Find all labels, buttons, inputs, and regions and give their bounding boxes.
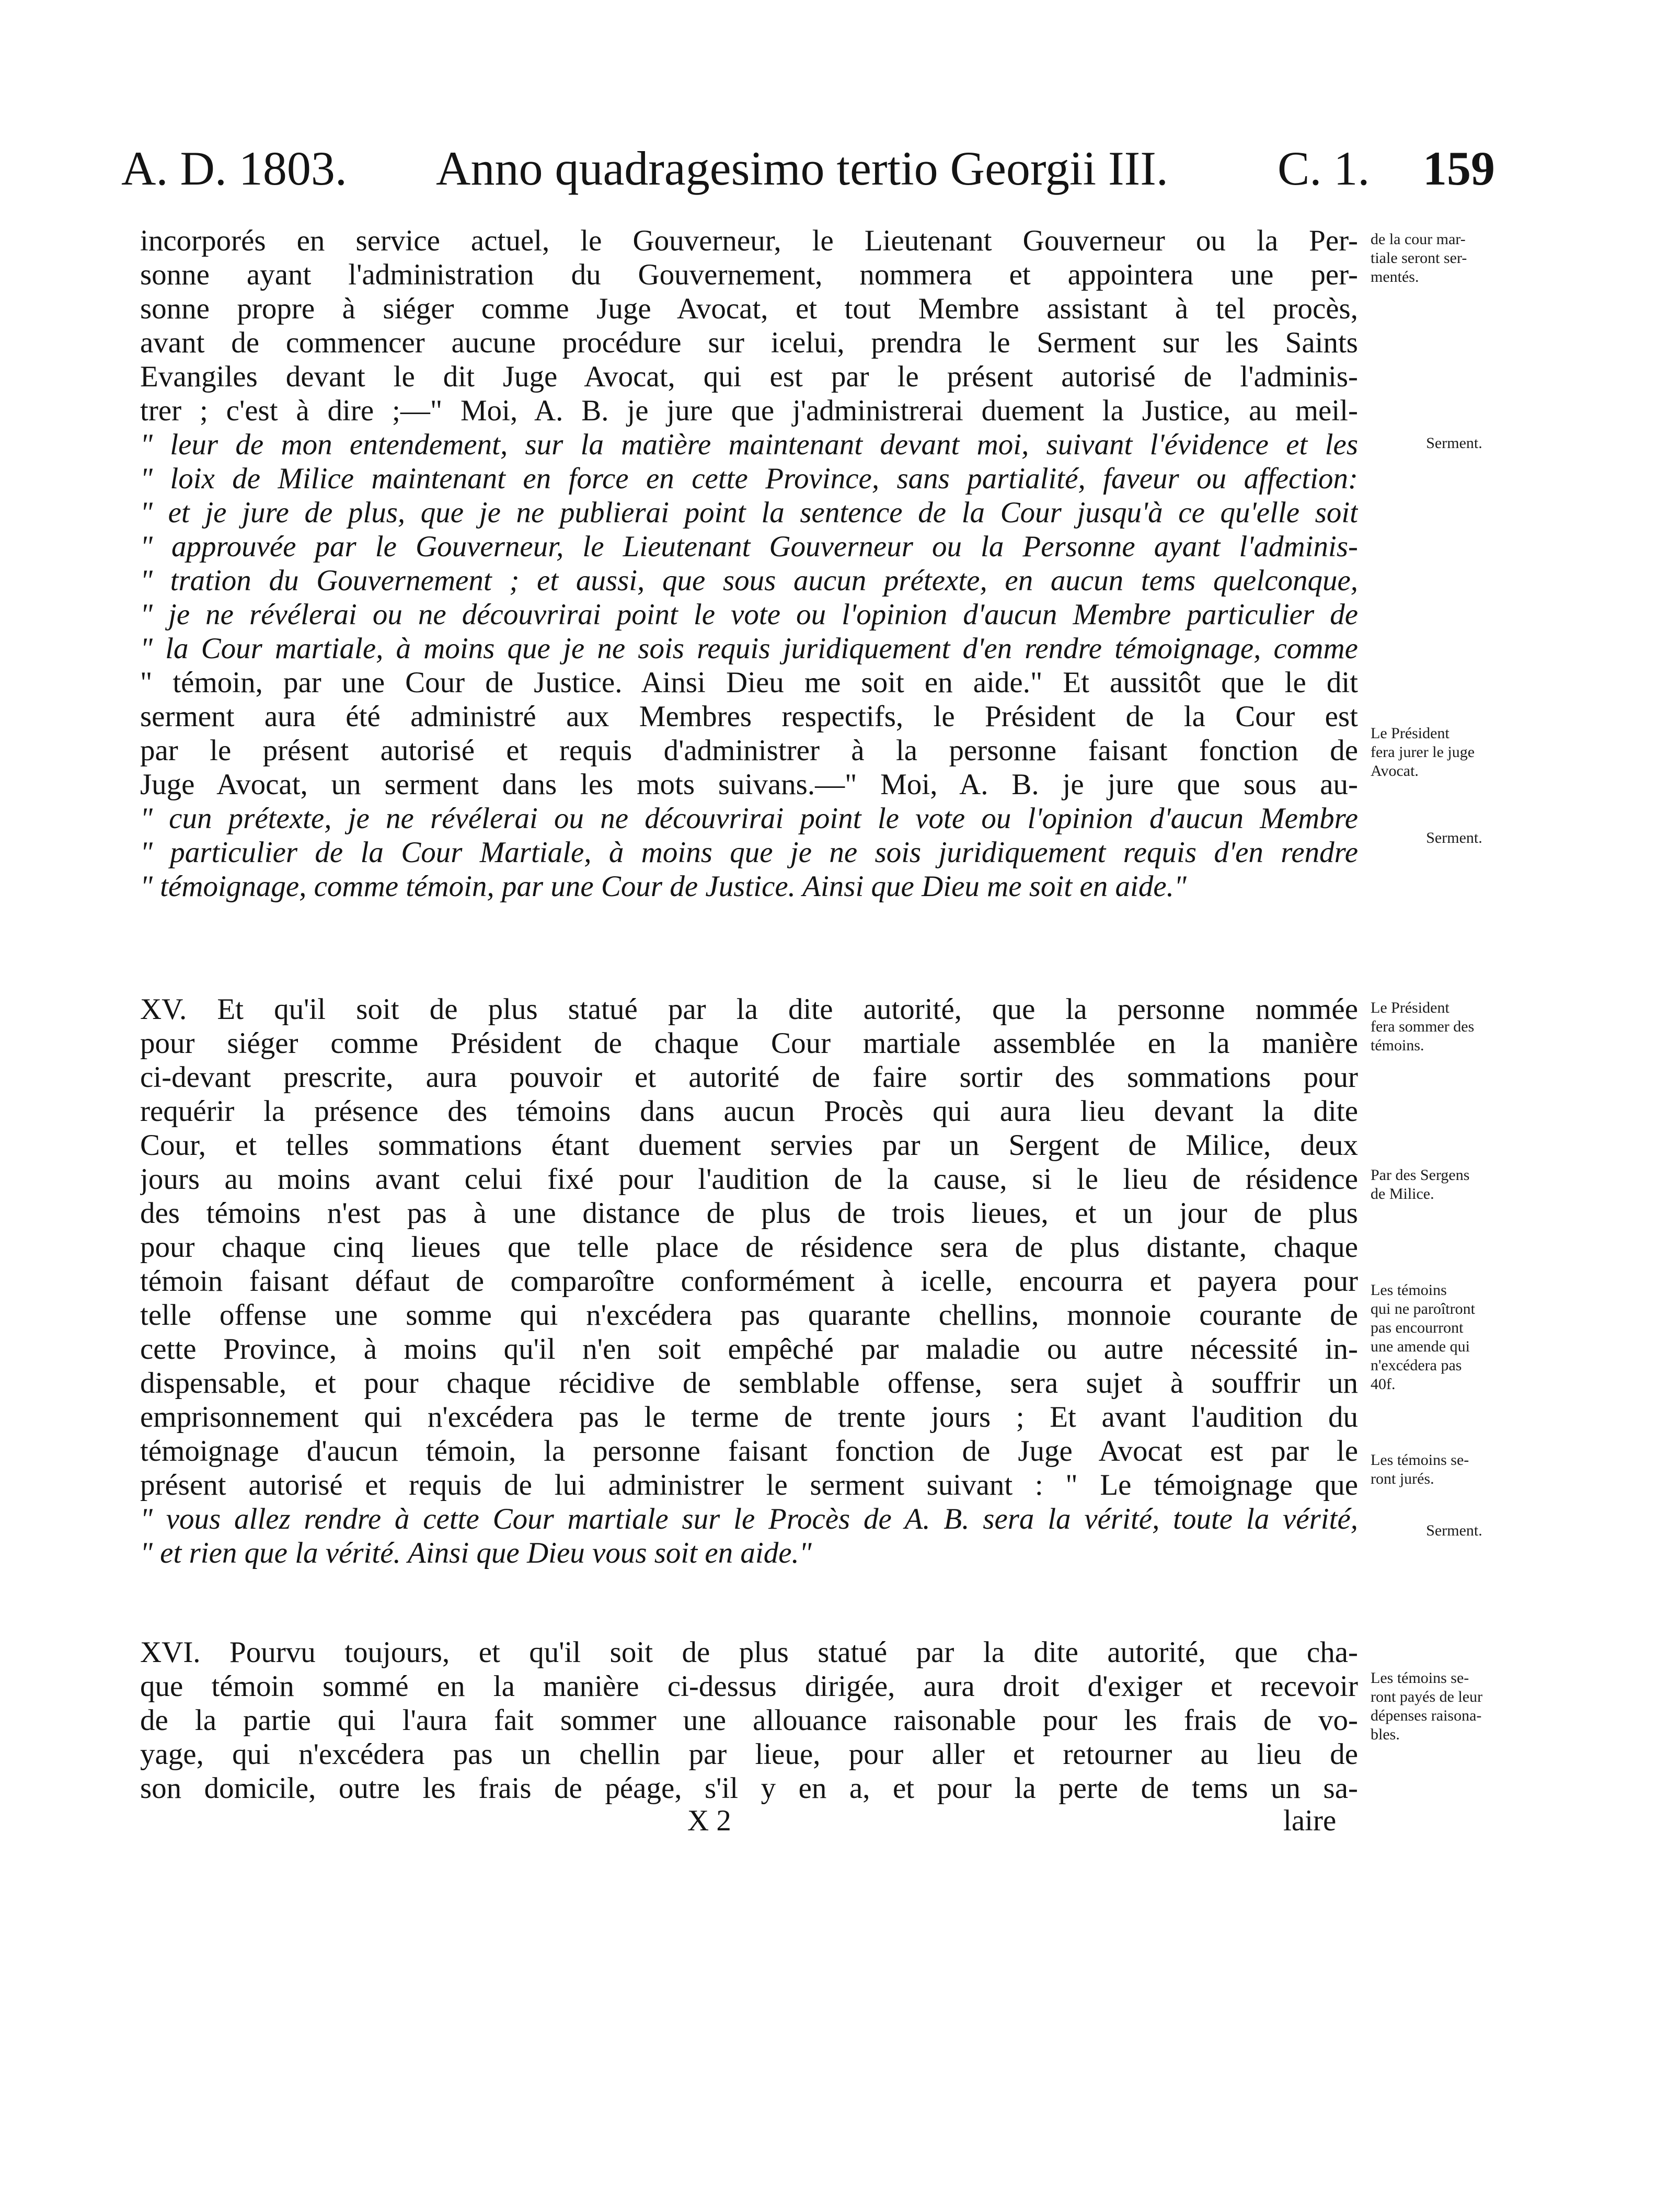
margin-note [1371,1669,1538,1744]
text-line: son domicile, outre les frais de péage, s'il y en a, et pour la perte de tems un sa- [140,1772,1358,1805]
section-xvi-opening-line: XVI. Pourvu toujours, et qu'il soit de plus statué par la dite autorité, que cha- [140,1636,1358,1669]
oath-line: " je ne révélerai ou ne découvrirai point le vote ou l'opinion d'aucun Membre particulier de [140,598,1358,631]
margin-note [1371,1166,1538,1204]
margin-note [1371,434,1538,453]
margin-note-line: de Milice. [1371,1185,1434,1202]
text-line: telle offense une somme qui n'excédera pas quarante chellins, monnoie courante de [140,1299,1358,1332]
text-line: ci-devant prescrite, aura pouvoir et autorité de faire sortir des sommations pour [140,1061,1358,1094]
text-line: témoignage d'aucun témoin, la personne faisant fonction de Juge Avocat est par le [140,1435,1358,1468]
oath-line: " témoignage, comme témoin, par une Cour de Justice. Ainsi que Dieu me soit en aide." [140,870,1187,903]
text-line: que témoin sommé en la manière ci-dessus dirigée, aura droit d'exiger et recevoir [140,1670,1358,1703]
page-number: 159 [1423,142,1495,195]
margin-note-line: ront jurés. [1371,1470,1434,1487]
oath-line: " cun prétexte, je ne révélerai ou ne découvrirai point le vote ou l'opinion d'aucun Membre [140,802,1358,835]
oath-line: " et je jure de plus, que je ne publierai point la sentence de la Cour jusqu'à ce qu'elle soit [140,496,1358,529]
margin-note-line: Les témoins se- [1371,1451,1469,1469]
margin-note-line: mentés. [1371,268,1419,285]
margin-note-line: qui ne paroîtront [1371,1300,1475,1317]
margin-note-line: pas encourront [1371,1319,1464,1336]
text-line: " témoin, par une Cour de Justice. Ainsi Dieu me soit en aide." Et aussitôt que le dit [140,666,1358,699]
margin-note-line: Serment. [1426,829,1482,846]
margin-note-line: fera jurer le juge [1371,743,1475,761]
oath-line: " particulier de la Cour Martiale, à moins que je ne sois juridiquement requis d'en rendre [140,836,1358,869]
oath-line: " loix de Milice maintenant en force en cette Province, sans partialité, faveur ou affection: [140,462,1358,495]
catchword: laire [1283,1804,1337,1837]
oath-line: " approuvée par le Gouverneur, le Lieutenant Gouverneur ou la Personne ayant l'adminis- [140,530,1358,563]
text-line: par le présent autorisé et requis d'administrer à la personne faisant fonction de [140,734,1358,767]
margin-note-line: fera sommer des [1371,1018,1475,1035]
paragraph-oath-continuation [140,224,1358,903]
margin-note-line: 40f. [1371,1376,1396,1393]
header-title: Anno quadragesimo tertio Georgii III. [436,142,1168,195]
text-line: yage, qui n'excédera pas un chellin par lieue, pour aller et retourner au lieu de [140,1738,1358,1771]
margin-note-line: Les témoins [1371,1281,1447,1299]
margin-note-line: Serment. [1426,434,1482,452]
margin-note-line: tiale seront ser- [1371,249,1467,267]
header-year: A. D. 1803. [121,142,347,195]
margin-note [1371,1451,1538,1488]
signature-mark: X 2 [687,1804,731,1837]
text-line: trer ; c'est à dire ;—" Moi, A. B. je jure que j'administrerai duement la Justice, au meil- [140,394,1358,427]
margin-note [1371,230,1538,286]
margin-note [1371,1281,1538,1394]
margin-note [1371,829,1538,847]
margin-note-line: Serment. [1426,1522,1482,1539]
text-line: de la partie qui l'aura fait sommer une allouance raisonable pour les frais de vo- [140,1704,1358,1737]
text-line: présent autorisé et requis de lui administrer le serment suivant : " Le témoignage que [140,1469,1358,1502]
text-line: sonne propre à siéger comme Juge Avocat, et tout Membre assistant à tel procès, [140,292,1358,325]
text-line: pour siéger comme Président de chaque Cour martiale assemblée en la manière [140,1027,1358,1060]
text-line: avant de commencer aucune procédure sur icelui, prendra le Serment sur les Saints [140,326,1358,359]
text-line: cette Province, à moins qu'il n'en soit empêché par maladie ou autre nécessité in- [140,1333,1358,1366]
oath-line: " la Cour martiale, à moins que je ne sois requis juridiquement d'en rendre témoignage, comme [140,632,1358,665]
margin-note [1371,999,1538,1055]
margin-note [1371,724,1538,781]
margin-note-line: Le Président [1371,999,1449,1016]
margin-note-line: une amende qui [1371,1338,1470,1355]
margin-note-line: bles. [1371,1726,1400,1743]
text-line: dispensable, et pour chaque récidive de semblable offense, sera sujet à souffrir un [140,1367,1358,1400]
text-line: pour chaque cinq lieues que telle place de résidence sera de plus distante, chaque [140,1231,1358,1264]
text-line: incorporés en service actuel, le Gouverneur, le Lieutenant Gouverneur ou la Per- [140,224,1358,257]
margin-note-line: dépenses raisona- [1371,1707,1482,1724]
margin-note-line: Par des Sergens [1371,1166,1470,1184]
section-xv-opening-line: XV. Et qu'il soit de plus statué par la dite autorité, que la personne nommée [140,993,1358,1026]
oath-line: " vous allez rendre à cette Cour martiale sur le Procès de A. B. sera la vérité, toute la vérité, [140,1503,1358,1535]
text-line: sonne ayant l'administration du Gouvernement, nommera et appointera une per- [140,258,1358,291]
text-line: Evangiles devant le dit Juge Avocat, qui est par le présent autorisé de l'adminis- [140,360,1358,393]
text-line: serment aura été administré aux Membres respectifs, le Président de la Cour est [140,700,1358,733]
text-line: des témoins n'est pas à une distance de plus de trois lieues, et un jour de plus [140,1197,1358,1230]
text-line: témoin faisant défaut de comparoître conformément à icelle, encourra et payera pour [140,1265,1358,1298]
margin-note-line: Avocat. [1371,762,1419,780]
oath-line: " leur de mon entendement, sur la matière maintenant devant moi, suivant l'évidence et les [140,428,1358,461]
running-header [121,137,1522,200]
text-line: Cour, et telles sommations étant duement servies par un Sergent de Milice, deux [140,1129,1358,1162]
margin-note-line: de la cour mar- [1371,231,1466,248]
text-line: requérir la présence des témoins dans aucun Procès qui aura lieu devant la dite [140,1095,1358,1128]
text-line: emprisonnement qui n'excédera pas le terme de trente jours ; Et avant l'audition du [140,1401,1358,1434]
margin-note-line: Le Président [1371,725,1449,742]
margin-note-line: ront payés de leur [1371,1688,1483,1705]
oath-line: " tration du Gouvernement ; et aussi, que sous aucun prétexte, en aucun tems quelconque, [140,564,1358,597]
text-line: jours au moins avant celui fixé pour l'audition de la cause, si le lieu de résidence [140,1163,1358,1196]
margin-note-line: témoins. [1371,1037,1424,1054]
oath-line: " et rien que la vérité. Ainsi que Dieu vous soit en aide." [140,1537,812,1569]
header-chapter: C. 1. [1278,142,1370,195]
margin-note [1371,1521,1538,1540]
text-line: Juge Avocat, un serment dans les mots suivans.—" Moi, A. B. je jure que sous au- [140,768,1358,801]
section-xv [140,992,1358,1570]
margin-note-line: n'excédera pas [1371,1357,1462,1374]
section-xvi [140,1635,1358,1805]
margin-note-line: Les témoins se- [1371,1669,1469,1687]
